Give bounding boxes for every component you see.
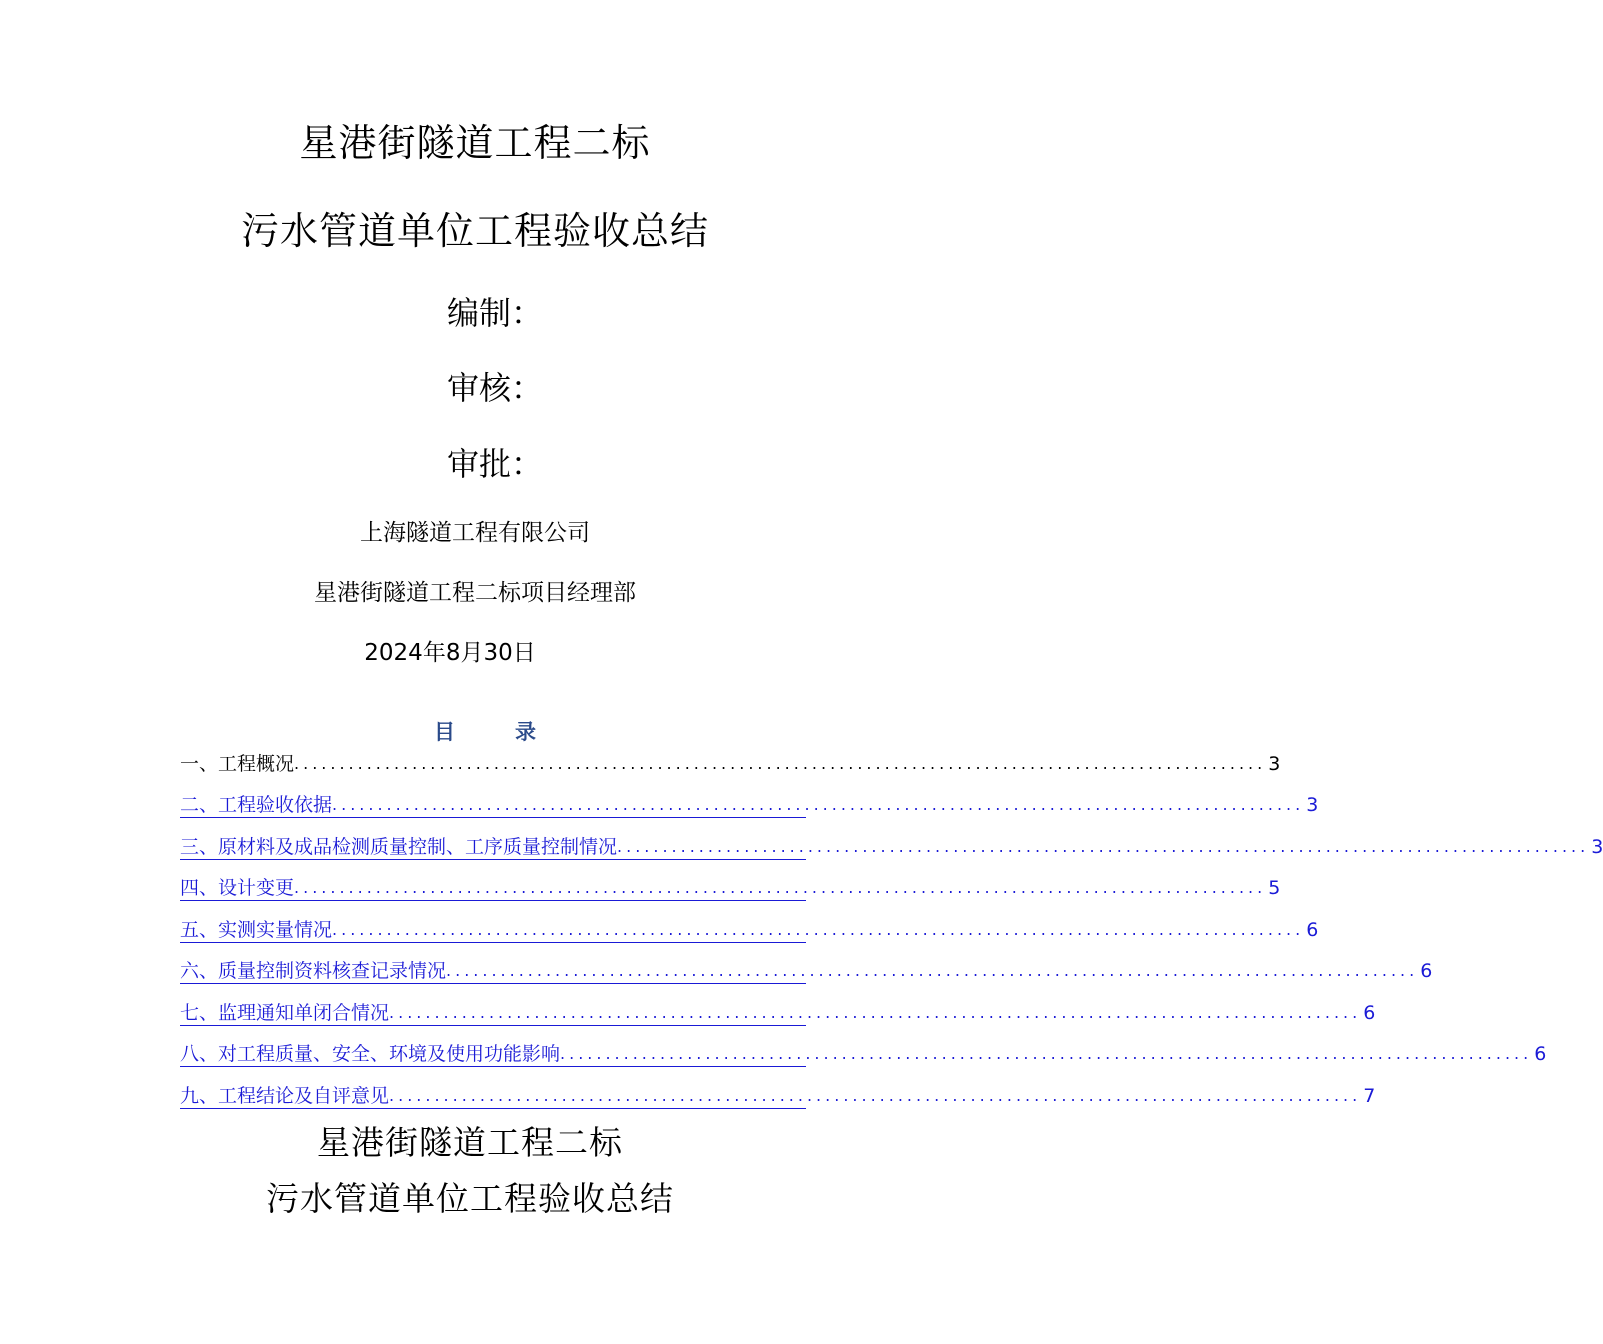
toc-entry-label: 七、监理通知单闭合情况 bbox=[180, 1002, 390, 1024]
toc-entry-5[interactable] bbox=[180, 914, 1319, 943]
toc-leader: ........................................................................................................... bbox=[294, 754, 1267, 773]
department-name: 星港街隧道工程二标项目经理部 bbox=[314, 580, 636, 606]
toc-entry-page: 6 bbox=[1420, 960, 1433, 982]
toc-leader: ........................................................................................................... bbox=[332, 920, 1305, 939]
toc-entry-label: 五、实测实量情况 bbox=[180, 919, 333, 941]
toc-entry-6[interactable] bbox=[180, 955, 1433, 984]
toc-entry-8[interactable] bbox=[180, 1038, 1547, 1067]
toc-entry-4[interactable] bbox=[180, 872, 1281, 901]
cover-title-line1: 星港街隧道工程二标 bbox=[299, 121, 651, 165]
toc-entry-9[interactable] bbox=[180, 1080, 1376, 1109]
toc-entry-3[interactable] bbox=[180, 831, 1603, 860]
toc-leader: ........................................................................................................... bbox=[446, 961, 1419, 980]
toc-heading bbox=[0, 718, 950, 746]
toc-entry-1[interactable] bbox=[180, 748, 1281, 776]
toc-entry-label: 六、质量控制资料核查记录情况 bbox=[180, 960, 447, 982]
toc-entry-label: 九、工程结论及自评意见 bbox=[180, 1085, 390, 1107]
toc-entry-page: 6 bbox=[1534, 1043, 1547, 1065]
approved-by-label: 审批： bbox=[446, 445, 543, 483]
toc-leader: ........................................................................................................... bbox=[617, 837, 1590, 856]
toc-entry-7[interactable] bbox=[180, 997, 1376, 1026]
toc-entry-label: 一、工程概况 bbox=[180, 753, 295, 775]
prepared-by-label: 编制： bbox=[446, 294, 543, 332]
toc-entry-page: 6 bbox=[1363, 1002, 1376, 1024]
toc-entry-2[interactable] bbox=[180, 789, 1319, 818]
toc-heading-left: 目 bbox=[434, 720, 455, 744]
toc-leader: ........................................................................................................... bbox=[560, 1044, 1533, 1063]
toc-entry-label: 四、设计变更 bbox=[180, 877, 295, 899]
toc-entry-page: 7 bbox=[1363, 1085, 1376, 1107]
toc-leader: ........................................................................................................... bbox=[389, 1086, 1362, 1105]
company-name: 上海隧道工程有限公司 bbox=[360, 520, 590, 546]
toc-leader: ........................................................................................................... bbox=[389, 1003, 1362, 1022]
toc-entry-label: 二、工程验收依据 bbox=[180, 794, 333, 816]
toc-entry-page: 5 bbox=[1268, 877, 1281, 899]
toc-heading-right: 录 bbox=[515, 720, 536, 744]
body-title-line2: 污水管道单位工程验收总结 bbox=[266, 1179, 674, 1218]
toc-entry-label: 三、原材料及成品检测质量控制、工序质量控制情况 bbox=[180, 836, 618, 858]
toc-leader: ........................................................................................................... bbox=[332, 795, 1305, 814]
cover-title-line2: 污水管道单位工程验收总结 bbox=[240, 209, 709, 253]
toc-entry-page: 3 bbox=[1268, 753, 1281, 775]
toc-entry-page: 6 bbox=[1306, 919, 1319, 941]
toc-entry-page: 3 bbox=[1306, 794, 1319, 816]
toc-entry-label: 八、对工程质量、安全、环境及使用功能影响 bbox=[180, 1043, 561, 1065]
document-date: 2024年8月30日 bbox=[364, 640, 536, 666]
reviewed-by-label: 审核： bbox=[446, 369, 543, 407]
toc-leader: ........................................................................................................... bbox=[294, 878, 1267, 897]
toc-entry-page: 3 bbox=[1591, 836, 1603, 858]
body-title-line1: 星港街隧道工程二标 bbox=[317, 1123, 623, 1162]
